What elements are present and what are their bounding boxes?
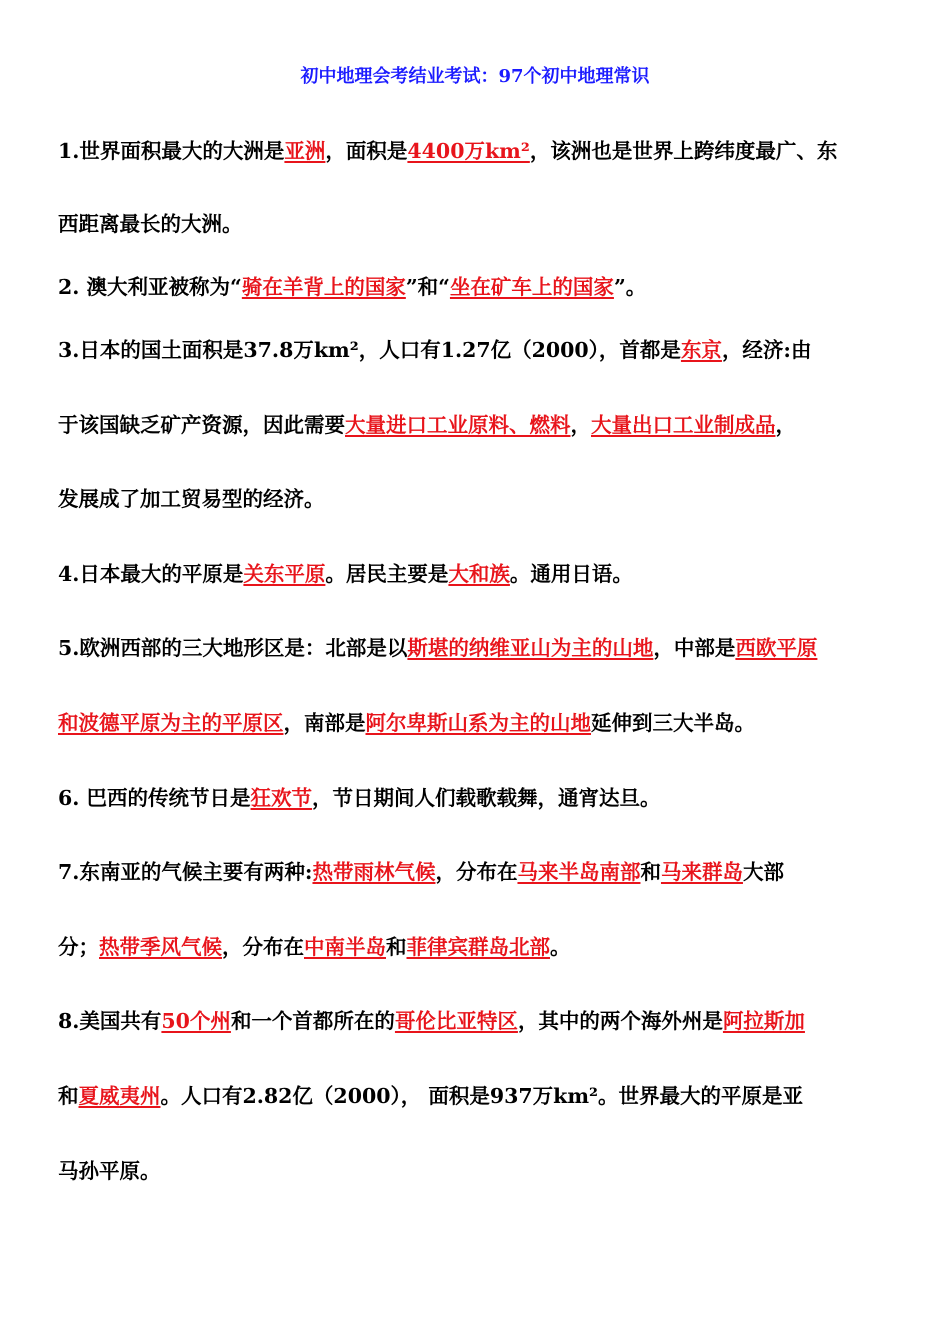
key-term: 坐在矿车上的国家: [449, 275, 614, 299]
text: 。: [550, 935, 571, 959]
text: 于该国缺乏矿产资源，因此需要: [58, 413, 345, 437]
text: 西距离最长的大洲。: [58, 212, 243, 236]
text: 2. 澳大利亚被称为“: [58, 275, 242, 299]
key-term: 大和族: [448, 562, 510, 586]
key-term: 阿尔卑斯山系为主的山地: [365, 711, 591, 735]
text: 大部: [742, 860, 784, 884]
paragraph-8-line-2: [58, 1081, 803, 1111]
paragraph-7-line-1: [58, 857, 784, 887]
text: ，节日期间人们载歌载舞，通宵达旦。: [312, 786, 661, 810]
text: 马孙平原。: [58, 1159, 161, 1183]
paragraph-3-line-1: [58, 335, 812, 365]
text: ，分布在: [435, 860, 518, 884]
text: 1.世界面积最大的大洲是: [58, 139, 285, 163]
paragraph-7-line-2: [58, 932, 571, 962]
key-term: 狂欢节: [250, 786, 313, 810]
key-term: 热带季风气候: [99, 935, 222, 959]
paragraph-6-line-1: [58, 783, 661, 813]
key-term: 斯堪的纳维亚山为主的山地: [407, 636, 654, 660]
page-title: 初中地理会考结业考试：97个初中地理常识: [300, 66, 650, 87]
paragraph-5-line-1: [58, 633, 817, 663]
text: 。居民主要是: [325, 562, 449, 586]
text: ，南部是: [283, 711, 366, 735]
paragraph-8-line-1: [58, 1006, 805, 1036]
text: 3.日本的国土面积是37.8万km²，人口有1.27亿（2000），首都是: [58, 338, 681, 362]
key-term: 菲律宾群岛北部: [406, 935, 550, 959]
key-term: 亚洲: [284, 139, 326, 163]
paragraph-8-line-3: [58, 1156, 161, 1186]
text: 。通用日语。: [509, 562, 633, 586]
key-term: 热带雨林气候: [312, 860, 436, 884]
key-term: 大量出口工业制成品: [591, 413, 776, 437]
text: 5.欧洲西部的三大地形区是：北部是以: [58, 636, 408, 660]
key-term: 东京: [680, 338, 722, 362]
key-term: 马来群岛: [660, 860, 743, 884]
key-term: 骑在羊背上的国家: [241, 275, 406, 299]
text: ，: [775, 413, 796, 437]
text: ，分布在: [222, 935, 304, 959]
text: ，: [570, 413, 591, 437]
text: 延伸到三大半岛。: [591, 711, 755, 735]
text: 8.美国共有: [58, 1009, 162, 1033]
key-term: 西欧平原: [735, 636, 818, 660]
text: ，经济:由: [721, 338, 812, 362]
text: 。人口有2.82亿（2000）， 面积是937万km²。世界最大的平原是亚: [160, 1084, 804, 1108]
paragraph-4-line-1: [58, 559, 633, 589]
text: 4.日本最大的平原是: [58, 562, 244, 586]
paragraph-3-line-3: [58, 484, 325, 514]
text: 发展成了加工贸易型的经济。: [58, 487, 325, 511]
paragraph-2-line-1: [58, 272, 646, 302]
text: 分；: [58, 935, 99, 959]
text: 和: [386, 935, 407, 959]
text: 和一个首都所在的: [230, 1009, 395, 1033]
key-term: 关东平原: [243, 562, 326, 586]
paragraph-1-line-1: [58, 136, 837, 166]
text: 和: [58, 1084, 79, 1108]
text: ”和“: [405, 275, 450, 299]
text: 6. 巴西的传统节日是: [58, 786, 251, 810]
key-term: 和波德平原为主的平原区: [58, 711, 284, 735]
text: ，其中的两个海外州是: [517, 1009, 723, 1033]
text: 和: [640, 860, 661, 884]
key-term: 夏威夷州: [78, 1084, 161, 1108]
key-term: 大量进口工业原料、燃料: [345, 413, 571, 437]
text: ，面积是: [325, 139, 408, 163]
key-term: 50个州: [161, 1009, 231, 1033]
text: ，中部是: [653, 636, 736, 660]
key-term: 阿拉斯加: [722, 1009, 805, 1033]
paragraph-1-line-2: [58, 209, 243, 239]
paragraph-5-line-2: [58, 708, 755, 738]
text: ”。: [613, 275, 647, 299]
key-term: 中南半岛: [304, 935, 386, 959]
key-term: 哥伦比亚特区: [394, 1009, 518, 1033]
text: ，该洲也是世界上跨纬度最广、东: [529, 139, 838, 163]
key-term: 4400万km²: [407, 139, 530, 163]
key-term: 马来半岛南部: [517, 860, 641, 884]
paragraph-3-line-2: [58, 410, 796, 440]
text: 7.东南亚的气候主要有两种:: [58, 860, 313, 884]
